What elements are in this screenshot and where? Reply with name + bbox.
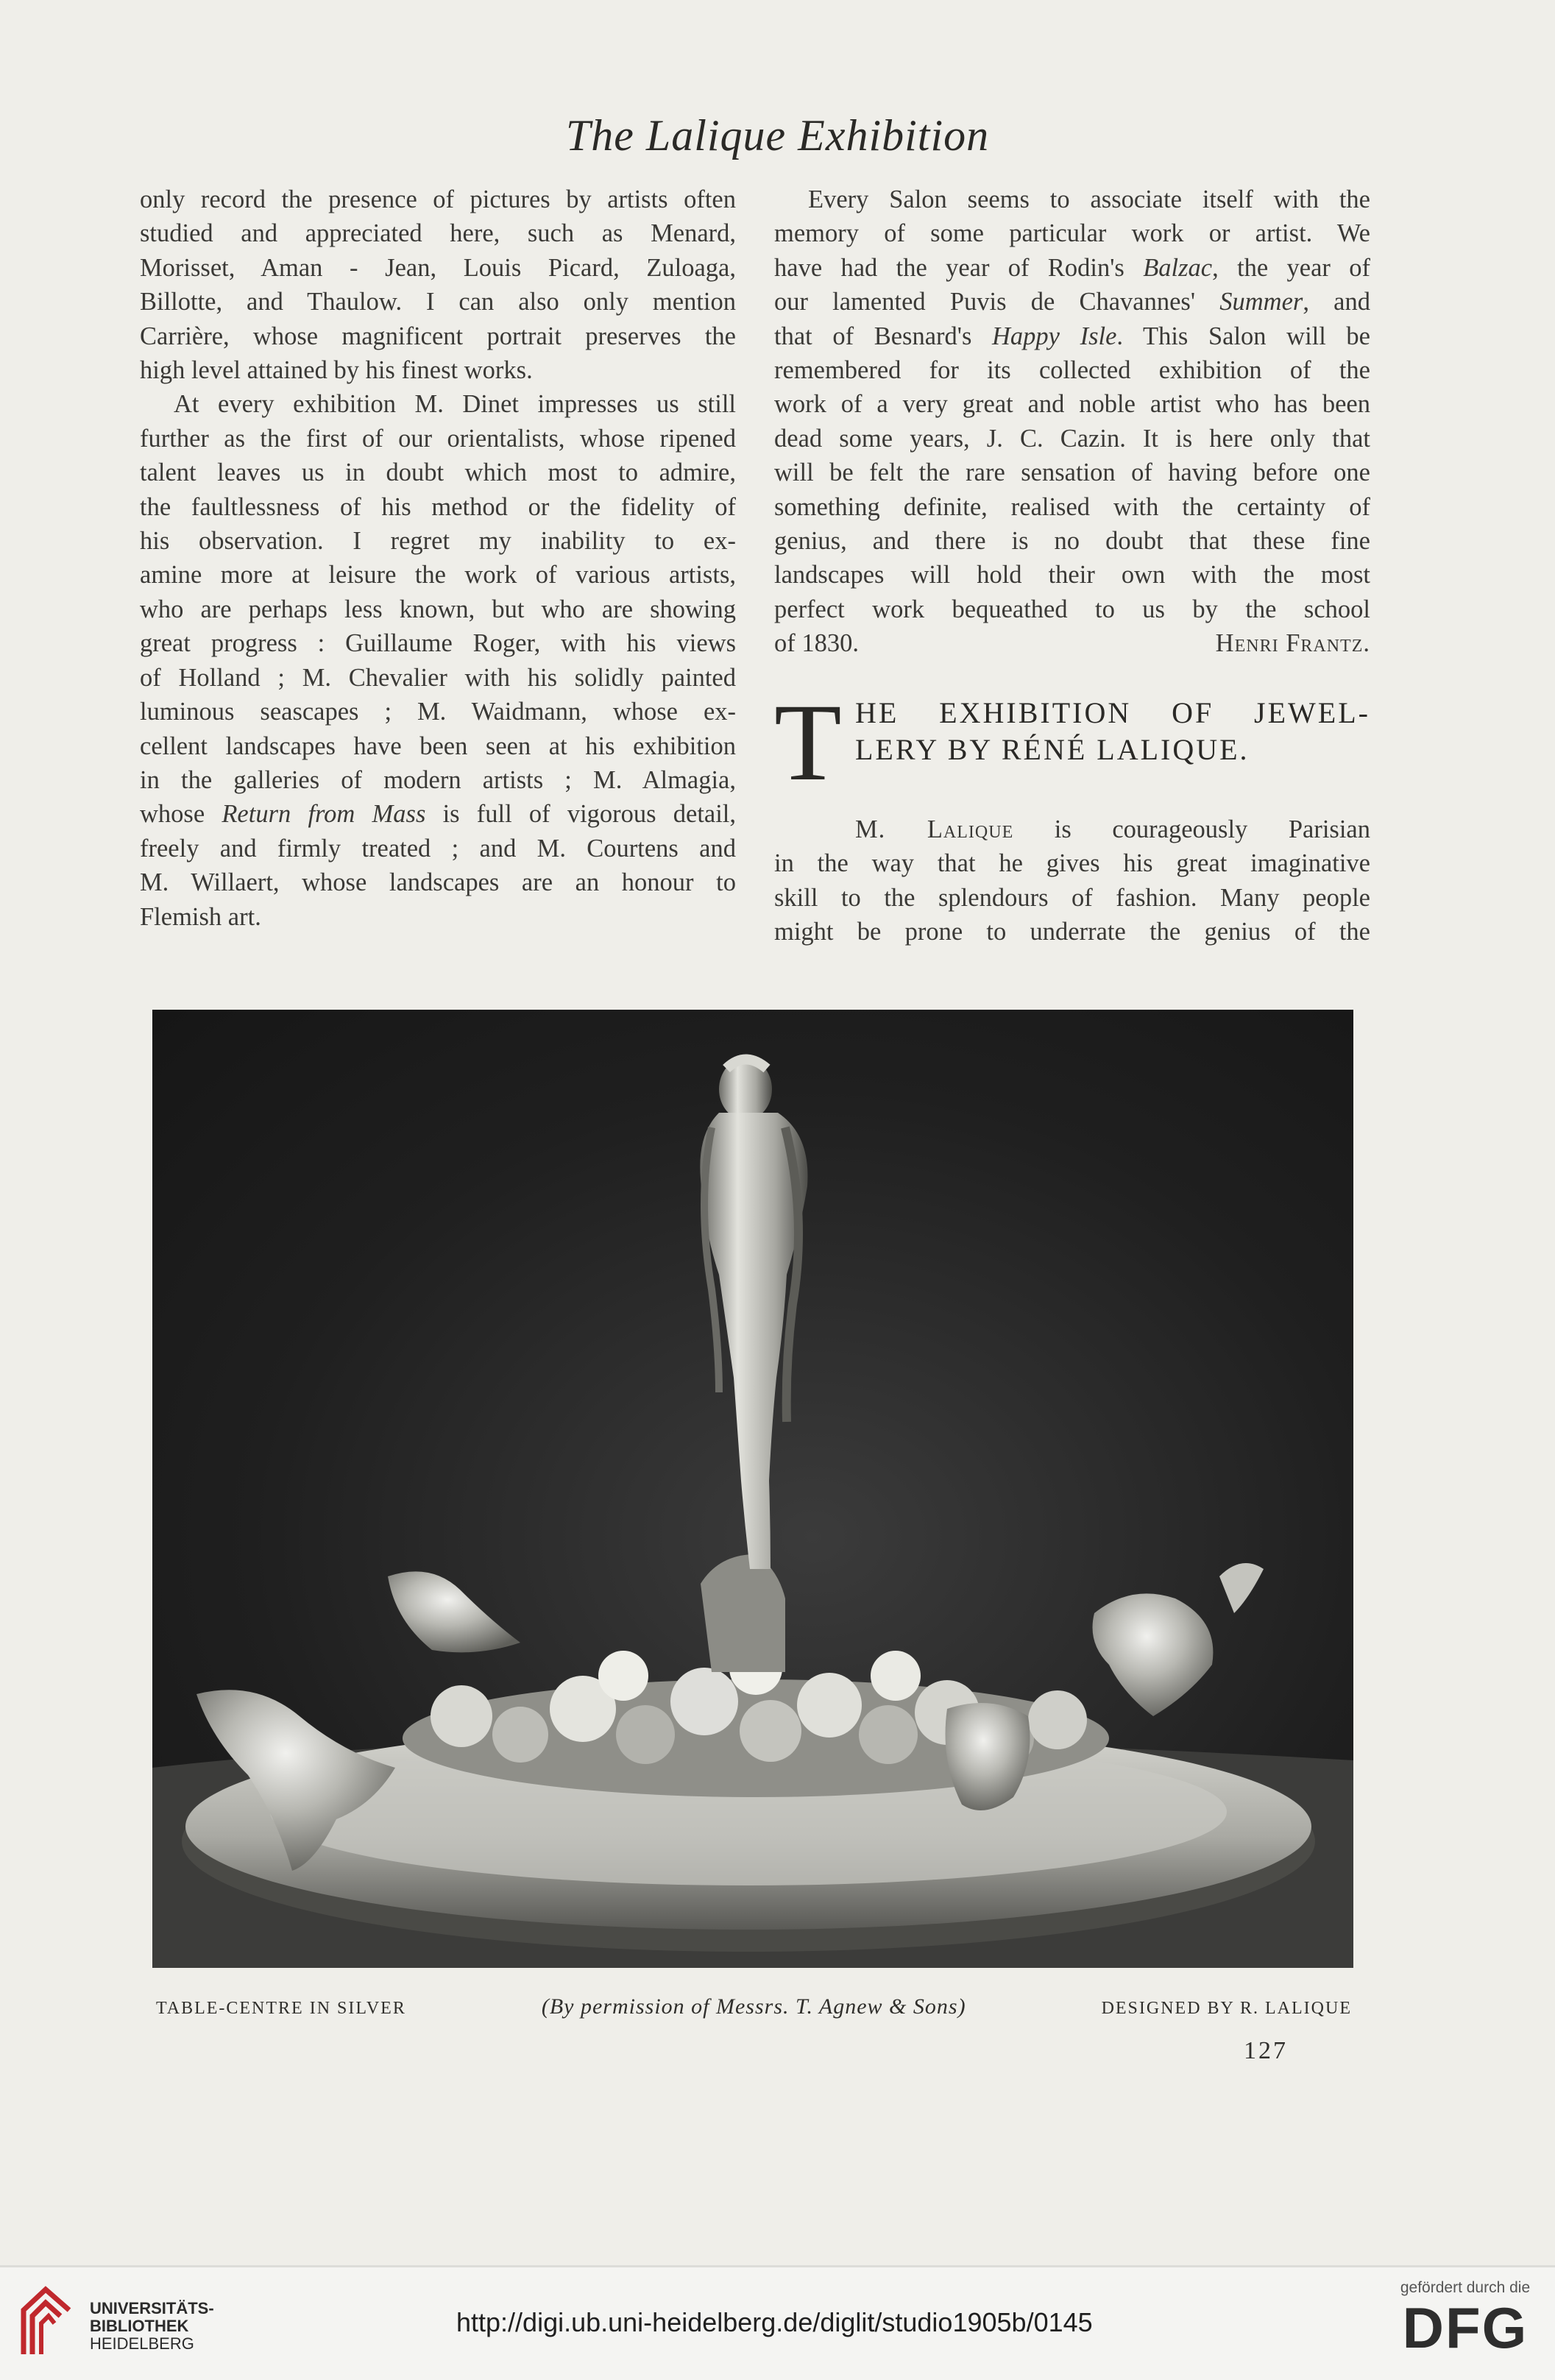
text-line: only record the presence of pictures by artists often bbox=[140, 185, 736, 213]
text-line: Billotte, and Thaulow. I can also only mention bbox=[140, 288, 736, 316]
person-name: M. Lalique bbox=[855, 815, 1014, 843]
text-line: in the galleries of modern artists ; M. Almagia, bbox=[140, 765, 736, 794]
artwork-title: Return from Mass bbox=[222, 800, 426, 829]
library-name: UNIVERSITÄTS- BIBLIOTHEK HEIDELBERG bbox=[90, 2299, 214, 2353]
article-signature-line bbox=[774, 626, 1370, 660]
rear-left-creature bbox=[388, 1571, 520, 1652]
figure-caption bbox=[156, 1994, 1352, 2019]
section-body bbox=[774, 812, 1370, 949]
author-name: Henri Frantz. bbox=[1215, 629, 1370, 658]
text-line: Every Salon seems to associate itself with the bbox=[808, 185, 1370, 213]
text-line: freely and firmly treated ; and M. Courtens and bbox=[140, 834, 736, 863]
text-line: Morisset, Aman - Jean, Louis Picard, Zuloaga, bbox=[140, 253, 736, 282]
table-centre-photograph bbox=[152, 1010, 1353, 1968]
text-line: Carrière, whose magnificent portrait preserves the bbox=[140, 322, 736, 350]
text-line: in the way that he gives his great imaginative bbox=[774, 849, 1370, 878]
silver-table-centre-illustration bbox=[152, 1010, 1353, 1968]
section-heading-line: LERY BY RÉNÉ LALIQUE. bbox=[855, 732, 1250, 766]
page-number: 127 bbox=[1244, 2037, 1288, 2064]
text-line-with-title: whose Return from Mass is full of vigorous detail, bbox=[140, 800, 737, 829]
text-line: remembered for its collected exhibition of the bbox=[774, 356, 1370, 385]
text-line: M. Lalique is courageously Parisian bbox=[855, 815, 1370, 843]
text-line: amine more at leisure the work of various artists, bbox=[140, 561, 736, 589]
university-library-logo-icon bbox=[16, 2281, 77, 2362]
text-line: the faultlessness of his method or the fidelity of bbox=[140, 492, 736, 521]
text-line: his observation. I regret my inability to ex- bbox=[140, 527, 736, 556]
text-line: will be felt the rare sensation of having before one bbox=[774, 458, 1370, 487]
text-line: great progress : Guillaume Roger, with his views bbox=[140, 629, 736, 658]
text-line: high level attained by his finest works. bbox=[140, 356, 533, 385]
artwork-title: Balzac bbox=[1143, 253, 1213, 282]
text-line: genius, and there is no doubt that these fine bbox=[774, 527, 1370, 556]
caption-credit: (By permission of Messrs. T. Agnew & Sons) bbox=[541, 1994, 966, 2019]
text-line: perfect work bequeathed to us by the school bbox=[774, 595, 1370, 623]
right-text-column bbox=[774, 183, 1370, 949]
left-text-column bbox=[140, 183, 736, 934]
artwork-title: Summer bbox=[1219, 288, 1303, 316]
text-line: cellent landscapes have been seen at his exhibition bbox=[140, 732, 736, 760]
text-line: of Holland ; M. Chevalier with his solidly painted bbox=[140, 663, 736, 692]
text-line: M. Willaert, whose landscapes are an honour to bbox=[140, 868, 736, 897]
text-line: who are perhaps less known, but who are showing bbox=[140, 595, 736, 623]
central-pedestal bbox=[701, 1554, 785, 1672]
artwork-title: Happy Isle bbox=[992, 322, 1117, 350]
right-creature-tail bbox=[1219, 1563, 1264, 1613]
text-line-with-title: have had the year of Rodin's Balzac, the year of bbox=[774, 253, 1370, 282]
text-line-with-title: that of Besnard's Happy Isle. This Salon will be bbox=[774, 322, 1370, 350]
section-heading bbox=[774, 681, 1370, 805]
text-line: further as the first of our orientalists, whose ripened bbox=[140, 424, 736, 453]
text-line: skill to the splendours of fashion. Many people bbox=[774, 883, 1370, 912]
dfg-logo: DFG bbox=[1402, 2295, 1529, 2360]
text-line: luminous seascapes ; M. Waidmann, whose ex- bbox=[140, 698, 736, 726]
text-line-with-title: our lamented Puvis de Chavannes' Summer, and bbox=[774, 288, 1370, 316]
funding-text: gefördert durch die bbox=[1400, 2279, 1531, 2296]
right-sea-creature bbox=[1093, 1593, 1214, 1716]
digitization-footer bbox=[0, 2265, 1555, 2380]
section-heading-line: HE EXHIBITION OF JEWEL- bbox=[855, 695, 1370, 729]
text-line: At every exhibition M. Dinet impresses us still bbox=[174, 390, 736, 419]
drop-cap: T bbox=[774, 681, 842, 804]
text-line: landscapes will hold their own with the most bbox=[774, 561, 1370, 589]
text-line: Flemish art. bbox=[140, 902, 261, 931]
closing-text: of 1830. bbox=[774, 629, 859, 658]
text-line: talent leaves us in doubt which most to admire, bbox=[140, 458, 736, 487]
text-line: might be prone to underrate the genius of the bbox=[774, 917, 1370, 946]
text-line: memory of some particular work or artist. We bbox=[774, 219, 1370, 248]
text-line: studied and appreciated here, such as Menard, bbox=[140, 219, 736, 248]
source-url-link[interactable]: http://digi.ub.uni-heidelberg.de/diglit/studio1905b/0145 bbox=[456, 2307, 1093, 2337]
text-line: dead some years, J. C. Cazin. It is here only that bbox=[774, 424, 1370, 453]
page-title: The Lalique Exhibition bbox=[565, 111, 990, 160]
caption-object: TABLE-CENTRE IN SILVER bbox=[156, 1999, 406, 2018]
caption-designer: DESIGNED BY R. LALIQUE bbox=[1101, 1999, 1352, 2018]
text-line: something definite, realised with the certainty of bbox=[774, 492, 1370, 521]
standing-female-figure bbox=[700, 1058, 807, 1569]
text-line: work of a very great and noble artist who has been bbox=[774, 390, 1370, 419]
funding-block bbox=[1392, 2279, 1539, 2359]
